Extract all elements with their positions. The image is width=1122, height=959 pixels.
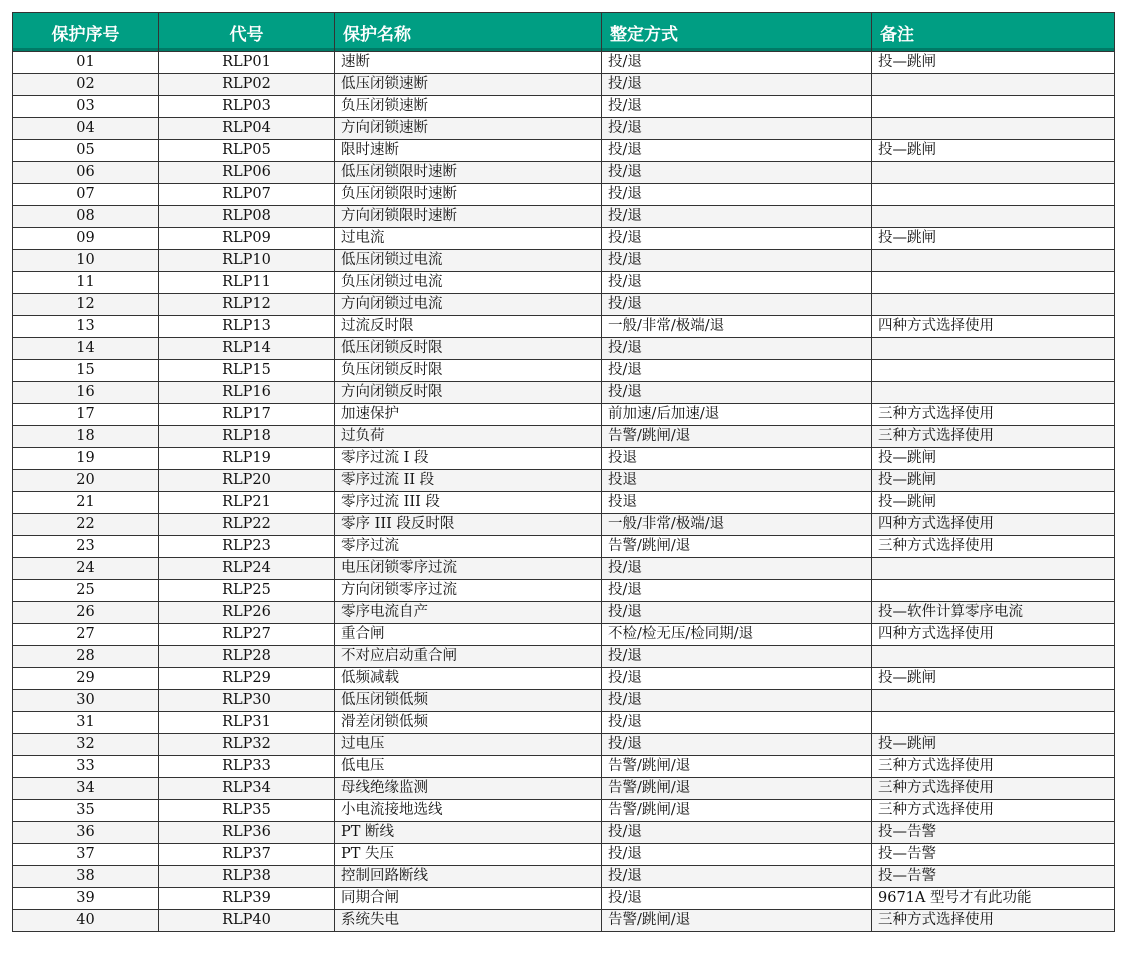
cell-protection-name: 重合闸 xyxy=(335,624,602,646)
cell-protection-name: 低压闭锁反时限 xyxy=(335,338,602,360)
cell-protection-name: PT 失压 xyxy=(335,844,602,866)
cell-protection-name: 零序过流 III 段 xyxy=(335,492,602,514)
cell-remarks xyxy=(872,382,1115,404)
table-row xyxy=(13,492,1115,514)
cell-code: RLP09 xyxy=(159,228,335,250)
cell-protection-number: 04 xyxy=(13,118,159,140)
cell-protection-number: 21 xyxy=(13,492,159,514)
table-row xyxy=(13,470,1115,492)
cell-protection-number: 20 xyxy=(13,470,159,492)
cell-protection-number: 37 xyxy=(13,844,159,866)
cell-setting-mode: 投/退 xyxy=(602,118,872,140)
cell-protection-name: 滑差闭锁低频 xyxy=(335,712,602,734)
cell-setting-mode: 投/退 xyxy=(602,184,872,206)
cell-setting-mode: 告警/跳闸/退 xyxy=(602,426,872,448)
cell-protection-name: 零序 III 段反时限 xyxy=(335,514,602,536)
cell-protection-name: 过电压 xyxy=(335,734,602,756)
cell-code: RLP18 xyxy=(159,426,335,448)
cell-protection-name: 低压闭锁限时速断 xyxy=(335,162,602,184)
cell-code: RLP25 xyxy=(159,580,335,602)
cell-code: RLP05 xyxy=(159,140,335,162)
cell-protection-name: 小电流接地选线 xyxy=(335,800,602,822)
table-row xyxy=(13,756,1115,778)
cell-remarks: 投—跳闸 xyxy=(872,668,1115,690)
cell-protection-number: 18 xyxy=(13,426,159,448)
cell-remarks xyxy=(872,690,1115,712)
cell-remarks xyxy=(872,360,1115,382)
cell-remarks: 三种方式选择使用 xyxy=(872,536,1115,558)
header-setting-mode: 整定方式 xyxy=(602,13,872,52)
cell-setting-mode: 投/退 xyxy=(602,74,872,96)
cell-protection-name: 过负荷 xyxy=(335,426,602,448)
table-row xyxy=(13,646,1115,668)
table-row xyxy=(13,206,1115,228)
header-protection-number: 保护序号 xyxy=(13,13,159,52)
cell-protection-number: 23 xyxy=(13,536,159,558)
table-row xyxy=(13,844,1115,866)
cell-code: RLP06 xyxy=(159,162,335,184)
cell-protection-name: 过电流 xyxy=(335,228,602,250)
cell-protection-name: 速断 xyxy=(335,52,602,74)
cell-setting-mode: 告警/跳闸/退 xyxy=(602,800,872,822)
cell-protection-name: 零序过流 I 段 xyxy=(335,448,602,470)
cell-protection-number: 27 xyxy=(13,624,159,646)
cell-setting-mode: 投/退 xyxy=(602,734,872,756)
cell-protection-number: 11 xyxy=(13,272,159,294)
cell-remarks xyxy=(872,272,1115,294)
cell-setting-mode: 前加速/后加速/退 xyxy=(602,404,872,426)
table-body xyxy=(13,52,1115,932)
cell-remarks xyxy=(872,250,1115,272)
cell-setting-mode: 告警/跳闸/退 xyxy=(602,536,872,558)
cell-setting-mode: 投/退 xyxy=(602,140,872,162)
cell-setting-mode: 投/退 xyxy=(602,690,872,712)
table-row xyxy=(13,162,1115,184)
cell-protection-name: 方向闭锁速断 xyxy=(335,118,602,140)
cell-code: RLP01 xyxy=(159,52,335,74)
cell-remarks: 三种方式选择使用 xyxy=(872,910,1115,932)
table-row xyxy=(13,140,1115,162)
cell-protection-name: 过流反时限 xyxy=(335,316,602,338)
cell-protection-name: 低压闭锁速断 xyxy=(335,74,602,96)
table-row xyxy=(13,602,1115,624)
cell-setting-mode: 投/退 xyxy=(602,602,872,624)
cell-setting-mode: 投/退 xyxy=(602,712,872,734)
table-row xyxy=(13,558,1115,580)
header-protection-name: 保护名称 xyxy=(335,13,602,52)
cell-protection-name: 低频减载 xyxy=(335,668,602,690)
cell-code: RLP03 xyxy=(159,96,335,118)
cell-setting-mode: 投/退 xyxy=(602,382,872,404)
table-row xyxy=(13,668,1115,690)
cell-protection-name: 母线绝缘监测 xyxy=(335,778,602,800)
table-row xyxy=(13,822,1115,844)
cell-protection-number: 03 xyxy=(13,96,159,118)
cell-setting-mode: 投/退 xyxy=(602,206,872,228)
table-row xyxy=(13,910,1115,932)
cell-remarks: 投—跳闸 xyxy=(872,492,1115,514)
cell-remarks: 四种方式选择使用 xyxy=(872,316,1115,338)
cell-setting-mode: 投退 xyxy=(602,448,872,470)
cell-protection-name: 负压闭锁过电流 xyxy=(335,272,602,294)
cell-protection-number: 39 xyxy=(13,888,159,910)
cell-setting-mode: 投/退 xyxy=(602,580,872,602)
cell-protection-number: 38 xyxy=(13,866,159,888)
cell-code: RLP34 xyxy=(159,778,335,800)
table-row xyxy=(13,734,1115,756)
table-row xyxy=(13,228,1115,250)
table-row xyxy=(13,360,1115,382)
cell-remarks: 投—告警 xyxy=(872,822,1115,844)
cell-code: RLP21 xyxy=(159,492,335,514)
cell-setting-mode: 投/退 xyxy=(602,294,872,316)
table-row xyxy=(13,74,1115,96)
cell-code: RLP35 xyxy=(159,800,335,822)
cell-protection-number: 14 xyxy=(13,338,159,360)
cell-code: RLP31 xyxy=(159,712,335,734)
cell-protection-number: 01 xyxy=(13,52,159,74)
cell-remarks xyxy=(872,184,1115,206)
cell-code: RLP14 xyxy=(159,338,335,360)
cell-setting-mode: 不检/检无压/检同期/退 xyxy=(602,624,872,646)
cell-remarks: 投—跳闸 xyxy=(872,140,1115,162)
protection-settings-table xyxy=(12,12,1115,932)
cell-setting-mode: 投/退 xyxy=(602,822,872,844)
cell-code: RLP11 xyxy=(159,272,335,294)
cell-setting-mode: 投/退 xyxy=(602,668,872,690)
cell-remarks: 投—跳闸 xyxy=(872,228,1115,250)
cell-remarks xyxy=(872,294,1115,316)
cell-remarks: 三种方式选择使用 xyxy=(872,756,1115,778)
cell-protection-number: 40 xyxy=(13,910,159,932)
cell-protection-number: 25 xyxy=(13,580,159,602)
cell-code: RLP36 xyxy=(159,822,335,844)
cell-protection-name: 零序电流自产 xyxy=(335,602,602,624)
cell-setting-mode: 投退 xyxy=(602,492,872,514)
cell-protection-number: 07 xyxy=(13,184,159,206)
table-row xyxy=(13,250,1115,272)
cell-protection-name: 负压闭锁限时速断 xyxy=(335,184,602,206)
table-row xyxy=(13,712,1115,734)
cell-code: RLP33 xyxy=(159,756,335,778)
table-row xyxy=(13,690,1115,712)
cell-code: RLP10 xyxy=(159,250,335,272)
cell-setting-mode: 投/退 xyxy=(602,250,872,272)
cell-protection-name: PT 断线 xyxy=(335,822,602,844)
cell-setting-mode: 投退 xyxy=(602,470,872,492)
cell-code: RLP19 xyxy=(159,448,335,470)
cell-setting-mode: 投/退 xyxy=(602,866,872,888)
header-remarks: 备注 xyxy=(872,13,1115,52)
cell-code: RLP17 xyxy=(159,404,335,426)
cell-remarks xyxy=(872,712,1115,734)
table-row xyxy=(13,96,1115,118)
cell-protection-name: 控制回路断线 xyxy=(335,866,602,888)
cell-remarks: 投—跳闸 xyxy=(872,448,1115,470)
cell-code: RLP22 xyxy=(159,514,335,536)
cell-remarks: 9671A 型号才有此功能 xyxy=(872,888,1115,910)
cell-code: RLP29 xyxy=(159,668,335,690)
cell-remarks: 三种方式选择使用 xyxy=(872,800,1115,822)
cell-setting-mode: 投/退 xyxy=(602,646,872,668)
table-row xyxy=(13,294,1115,316)
cell-remarks: 投—告警 xyxy=(872,844,1115,866)
cell-code: RLP13 xyxy=(159,316,335,338)
cell-protection-number: 34 xyxy=(13,778,159,800)
cell-protection-name: 系统失电 xyxy=(335,910,602,932)
cell-setting-mode: 投/退 xyxy=(602,888,872,910)
cell-setting-mode: 告警/跳闸/退 xyxy=(602,756,872,778)
cell-code: RLP08 xyxy=(159,206,335,228)
cell-protection-number: 36 xyxy=(13,822,159,844)
cell-remarks: 四种方式选择使用 xyxy=(872,514,1115,536)
cell-protection-number: 15 xyxy=(13,360,159,382)
cell-protection-number: 08 xyxy=(13,206,159,228)
table-row xyxy=(13,184,1115,206)
cell-remarks xyxy=(872,558,1115,580)
cell-protection-number: 02 xyxy=(13,74,159,96)
cell-protection-number: 16 xyxy=(13,382,159,404)
cell-code: RLP38 xyxy=(159,866,335,888)
cell-protection-number: 26 xyxy=(13,602,159,624)
cell-remarks xyxy=(872,338,1115,360)
table-row xyxy=(13,580,1115,602)
table-row xyxy=(13,800,1115,822)
cell-code: RLP26 xyxy=(159,602,335,624)
cell-code: RLP12 xyxy=(159,294,335,316)
cell-setting-mode: 投/退 xyxy=(602,96,872,118)
cell-remarks xyxy=(872,96,1115,118)
cell-protection-name: 低电压 xyxy=(335,756,602,778)
cell-remarks: 投—软件计算零序电流 xyxy=(872,602,1115,624)
cell-setting-mode: 投/退 xyxy=(602,844,872,866)
cell-protection-number: 10 xyxy=(13,250,159,272)
cell-protection-number: 06 xyxy=(13,162,159,184)
table-row xyxy=(13,866,1115,888)
cell-protection-name: 零序过流 II 段 xyxy=(335,470,602,492)
cell-setting-mode: 投/退 xyxy=(602,162,872,184)
cell-code: RLP07 xyxy=(159,184,335,206)
cell-code: RLP04 xyxy=(159,118,335,140)
cell-setting-mode: 告警/跳闸/退 xyxy=(602,910,872,932)
cell-protection-name: 方向闭锁反时限 xyxy=(335,382,602,404)
table-row xyxy=(13,52,1115,74)
cell-remarks xyxy=(872,74,1115,96)
cell-protection-number: 19 xyxy=(13,448,159,470)
cell-code: RLP32 xyxy=(159,734,335,756)
table-row xyxy=(13,382,1115,404)
cell-protection-name: 电压闭锁零序过流 xyxy=(335,558,602,580)
table-row xyxy=(13,536,1115,558)
table-row xyxy=(13,624,1115,646)
header-row xyxy=(13,13,1115,52)
table-row xyxy=(13,448,1115,470)
cell-code: RLP02 xyxy=(159,74,335,96)
table-row xyxy=(13,888,1115,910)
cell-setting-mode: 一般/非常/极端/退 xyxy=(602,316,872,338)
cell-protection-name: 不对应启动重合闸 xyxy=(335,646,602,668)
cell-protection-name: 方向闭锁限时速断 xyxy=(335,206,602,228)
cell-remarks xyxy=(872,206,1115,228)
cell-remarks: 投—跳闸 xyxy=(872,470,1115,492)
cell-protection-number: 09 xyxy=(13,228,159,250)
cell-setting-mode: 投/退 xyxy=(602,558,872,580)
cell-remarks xyxy=(872,162,1115,184)
table-row xyxy=(13,338,1115,360)
cell-protection-name: 限时速断 xyxy=(335,140,602,162)
cell-code: RLP28 xyxy=(159,646,335,668)
cell-remarks xyxy=(872,646,1115,668)
table-row xyxy=(13,404,1115,426)
cell-protection-number: 31 xyxy=(13,712,159,734)
cell-protection-name: 低压闭锁过电流 xyxy=(335,250,602,272)
cell-protection-name: 加速保护 xyxy=(335,404,602,426)
cell-code: RLP16 xyxy=(159,382,335,404)
cell-remarks: 三种方式选择使用 xyxy=(872,404,1115,426)
cell-setting-mode: 投/退 xyxy=(602,272,872,294)
cell-code: RLP37 xyxy=(159,844,335,866)
table-row xyxy=(13,778,1115,800)
cell-code: RLP20 xyxy=(159,470,335,492)
cell-code: RLP27 xyxy=(159,624,335,646)
cell-remarks: 四种方式选择使用 xyxy=(872,624,1115,646)
header-code: 代号 xyxy=(159,13,335,52)
cell-setting-mode: 投/退 xyxy=(602,360,872,382)
cell-code: RLP40 xyxy=(159,910,335,932)
table-row xyxy=(13,316,1115,338)
cell-setting-mode: 投/退 xyxy=(602,338,872,360)
cell-protection-name: 方向闭锁零序过流 xyxy=(335,580,602,602)
cell-setting-mode: 告警/跳闸/退 xyxy=(602,778,872,800)
cell-setting-mode: 投/退 xyxy=(602,228,872,250)
cell-protection-name: 低压闭锁低频 xyxy=(335,690,602,712)
cell-protection-number: 12 xyxy=(13,294,159,316)
cell-protection-name: 负压闭锁速断 xyxy=(335,96,602,118)
cell-protection-number: 13 xyxy=(13,316,159,338)
cell-protection-number: 28 xyxy=(13,646,159,668)
cell-remarks: 三种方式选择使用 xyxy=(872,778,1115,800)
protection-settings-table-container xyxy=(12,12,1114,932)
table-row xyxy=(13,514,1115,536)
cell-code: RLP39 xyxy=(159,888,335,910)
cell-remarks: 投—跳闸 xyxy=(872,734,1115,756)
cell-protection-number: 33 xyxy=(13,756,159,778)
cell-remarks: 三种方式选择使用 xyxy=(872,426,1115,448)
cell-remarks: 投—跳闸 xyxy=(872,52,1115,74)
table-header xyxy=(13,13,1115,52)
cell-setting-mode: 投/退 xyxy=(602,52,872,74)
cell-code: RLP24 xyxy=(159,558,335,580)
cell-code: RLP15 xyxy=(159,360,335,382)
table-row xyxy=(13,426,1115,448)
cell-protection-number: 24 xyxy=(13,558,159,580)
cell-remarks xyxy=(872,118,1115,140)
cell-remarks: 投—告警 xyxy=(872,866,1115,888)
cell-protection-number: 22 xyxy=(13,514,159,536)
cell-protection-number: 05 xyxy=(13,140,159,162)
cell-protection-number: 30 xyxy=(13,690,159,712)
cell-code: RLP23 xyxy=(159,536,335,558)
cell-protection-number: 29 xyxy=(13,668,159,690)
cell-code: RLP30 xyxy=(159,690,335,712)
cell-remarks xyxy=(872,580,1115,602)
cell-protection-number: 32 xyxy=(13,734,159,756)
cell-setting-mode: 一般/非常/极端/退 xyxy=(602,514,872,536)
cell-protection-number: 17 xyxy=(13,404,159,426)
cell-protection-name: 负压闭锁反时限 xyxy=(335,360,602,382)
cell-protection-name: 零序过流 xyxy=(335,536,602,558)
cell-protection-number: 35 xyxy=(13,800,159,822)
cell-protection-name: 同期合闸 xyxy=(335,888,602,910)
cell-protection-name: 方向闭锁过电流 xyxy=(335,294,602,316)
table-row xyxy=(13,118,1115,140)
table-row xyxy=(13,272,1115,294)
